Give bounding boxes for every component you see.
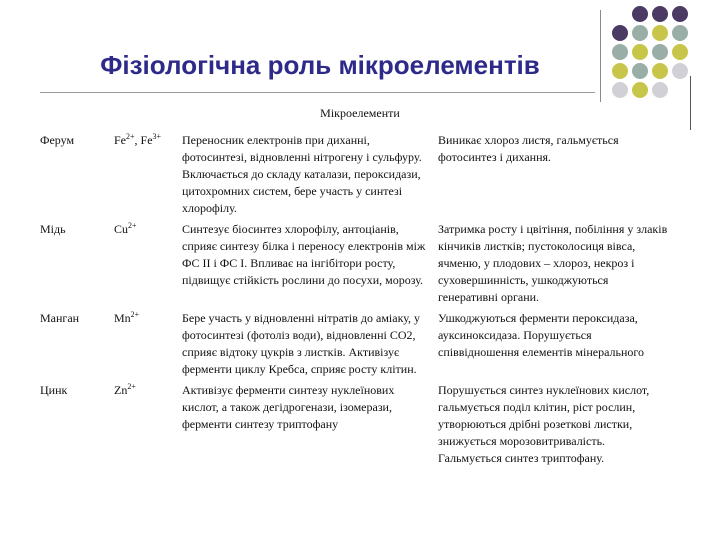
decorative-dot (652, 44, 668, 60)
deficiency-symptoms: Затримка росту і цвітіння, побіління у злаків кінчиків листків; пустоколосиця вівса, ячменю, у плодових – хлороз, некроз і суховершинність, ушкоджуються генеративні органи. (438, 222, 668, 304)
decorative-dot (612, 25, 628, 41)
element-name: Ферум (40, 133, 75, 147)
ion-formula (114, 221, 182, 310)
ion-formula (114, 382, 182, 471)
table-subheading: Мікроелементи (320, 106, 400, 120)
table-row (40, 310, 674, 382)
title-divider (40, 92, 595, 93)
deficiency-symptoms: Порушується синтез нуклеїнових кислот, гальмується поділ клітин, ріст рослин, утворюються дрібні розеткові листки, знижується морозовитривалість. Гальмується синтез триптофану. (438, 383, 650, 465)
ion-symbol: Zn (114, 383, 128, 397)
ion-symbol: Mn (114, 311, 131, 325)
decorative-vertical-line-short (690, 76, 691, 130)
ion-charge: 2+ (128, 221, 137, 230)
decorative-dot (632, 6, 648, 22)
decorative-dot (652, 63, 668, 79)
table-row (40, 132, 674, 221)
physiological-role: Синтезує біосинтез хлорофілу, антоціанів, сприяє синтезу білка і переносу електронів між ФС ІІ і ФС І. Впливає на інгібітори росту, підвищує стійкість рослини до посухи, морозу. (182, 222, 426, 287)
decorative-dot (672, 63, 688, 79)
ion-formula (114, 310, 182, 382)
table-row (40, 221, 674, 310)
microelements-table (40, 132, 674, 471)
table-row (40, 382, 674, 471)
decorative-dot (652, 25, 668, 41)
ion-formula (114, 132, 182, 221)
ion-charge: 2+ (130, 310, 140, 319)
decorative-dot (652, 6, 668, 22)
deficiency-symptoms: Виникає хлороз листя, гальмується фотосинтез і дихання. (438, 133, 619, 164)
element-name: Манган (40, 311, 80, 325)
ion-charge: 3+ (152, 132, 162, 141)
decorative-dot (672, 44, 688, 60)
decorative-dot (612, 82, 628, 98)
element-name: Цинк (40, 383, 68, 397)
ion-symbol: Cu (114, 222, 129, 236)
decorative-dot (652, 82, 668, 98)
ion-symbol: , Fe (134, 133, 153, 147)
element-name: Мідь (40, 222, 66, 236)
decorative-dot (672, 25, 688, 41)
ion-charge: 2+ (127, 382, 136, 391)
decorative-dot (672, 6, 688, 22)
decorative-dot (632, 82, 648, 98)
decorative-dot (632, 25, 648, 41)
deficiency-symptoms: Ушкоджуються ферменти пероксидаза, ауксиноксидаза. Порушується співвідношення елементів мінерального (438, 311, 645, 359)
ion-symbol: Fe (114, 133, 126, 147)
physiological-role: Активізує ферменти синтезу нуклеїнових кислот, а також дегідрогенази, ізомерази, ферменти синтезу триптофану (182, 383, 395, 431)
physiological-role: Переносник електронів при диханні, фотосинтезі, відновленні нітрогену і сульфуру. Включається до складу каталази, пероксидази, цитохромних систем, бере участь у синтезі хлорофілу. (182, 133, 422, 215)
physiological-role: Бере участь у відновленні нітратів до аміаку, у фотосинтезі (фотоліз води), відновленні СО2, сприяє відтоку цукрів з листків. Активізує ферменти циклу Кребса, сприяє росту клітин. (182, 311, 421, 376)
ion-charge: 2+ (126, 132, 135, 141)
page-title: Фізіологічна роль мікроелементів (100, 50, 540, 80)
